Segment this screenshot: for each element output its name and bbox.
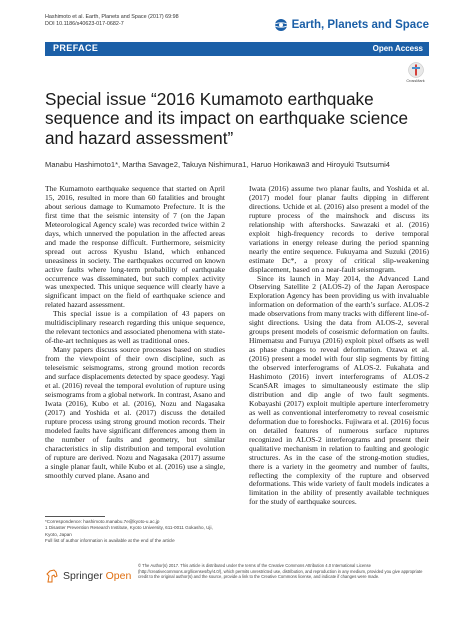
- paragraph: This special issue is a compilation of 43 papers on multidisciplinary research regarding this unique sequence, the relevant tectonics and associated phenomena with state-of-the-art techniques as well as traditional ones.: [45, 309, 226, 346]
- journal-name: Earth, Planets and Space: [291, 19, 429, 31]
- springer-open-logo[interactable]: [45, 568, 131, 584]
- author-list: Manabu Hashimoto1*, Martha Savage2, Takuya Nishimura1, Haruo Horikawa3 and Hiroyuki Tsutsumi4: [45, 160, 390, 169]
- paragraph: Iwata (2016) assume two planar faults, and Yoshida et al. (2017) model four planar faults dipping in different directions. Uchide et al. (2016) also present a model of the rupture process of the mainshock and discuss its relationship with aftershocks. Sawazaki et al. (2016) exploit high-frequency records to derive temporal variations in energy release during the period spanning nearly the entire sequence. Fukuyama and Suzuki (2016) estimate Dc*, a proxy of critical slip-weakening displacement, based on a near-fault seismogram.: [249, 184, 429, 274]
- right-column: [249, 185, 429, 507]
- doi-link[interactable]: DOI 10.1186/s40623-017-0682-7: [45, 21, 124, 27]
- crossmark-label: CrossMark: [406, 79, 425, 83]
- crossmark-icon: [408, 62, 424, 78]
- left-column: [45, 185, 225, 480]
- journal-citation: Hashimoto et al. Earth, Planets and Space (2017) 69:98: [45, 14, 179, 20]
- footnote-divider: [45, 516, 105, 517]
- open-access-label[interactable]: Open Access: [372, 43, 423, 53]
- footnotes: [45, 519, 225, 544]
- paragraph: The Kumamoto earthquake sequence that started on April 15, 2016, resulted in more than 60 fatalities and brought about serious damage to Kumamoto Prefecture. It is the first time that the seismic intensity of 7 (on the Japan Meteorological Agency scale) was recorded twice within 2 days, which unnerved the population in the affected areas and made the response difficult. Furthermore, seismicity spread out across Kyushu Island, which enhanced uneasiness in society. The earthquakes occurred on known active faults where long-term probability of earthquake occurrence was disseminated, but such complex activity was unexpected. This unique sequence will clearly have a significant impact on the field of earthquake science and related hazard assessment.: [45, 184, 225, 310]
- author-info-note: Full list of author information is available at the end of the article: [45, 537, 175, 543]
- paragraph: Since its launch in May 2014, the Advanced Land Observing Satellite 2 (ALOS-2) of the Japan Aerospace Exploration Agency has been providing us with invaluable information on deformation of the earth’s surface. ALOS-2 made observations from many tracks with different line-of-sight directions. Using the data from ALOS-2, several groups present models of coseismic deformation on faults. Himematsu and Furuya (2016) exploit pixel offsets as well as phase changes to reveal deformation. Ozawa et al. (2016) present a model with four slip segments by fitting the observed interferograms of ALOS-2. Fukahata and Hashimoto (2016) invert interferograms of ALOS-2 ScanSAR images to simultaneously estimate the slip distribution and dip angle of two fault segments. Kobayashi (2017) exploit multiple aperture interferometry as well as conventional interferometry to reveal coseismic deformation due to foreshocks. Fujiwara et al. (2016) focus on detailed features of numerous surface ruptures recognized in ALOS-2 interferograms and present their qualitative mechanism in relation to faulting and geologic structures. As in the case of the strong-motion studies, there is a variety in the geometry and number of faults, reflecting the complexity of the rupture and observed deformations. This wide variety of fault models indicates a limitation in the ability of presently available techniques for the study of earthquake sources.: [249, 273, 429, 507]
- publisher-name: [63, 570, 131, 582]
- correspondence-note[interactable]: *Correspondence: hashimoto.manabu.7e@kyoto-u.ac.jp: [45, 519, 160, 524]
- publisher-name-main: Springer: [63, 570, 103, 582]
- affiliation-note: 1 Disaster Prevention Research Institute, Kyoto University, 611-0011 Gokasho, Uji, Kyoto, Japan: [45, 525, 213, 537]
- crossmark-badge[interactable]: [402, 62, 429, 83]
- paragraph: Many papers discuss source processes based on studies from the viewpoint of their own discipline, such as teleseismic seismograms, strong ground motion records and surface displacements detected by space geodesy. Yagi et al. (2016) reveal the temporal evolution of rupture using seismograms from a global network. In contrast, Asano and Iwata (2016), Kubo et al. (2016), Nozu and Nagasaka (2017) and Yoshida et al. (2017) discuss the detailed rupture process using strong ground motion records. Their modeled faults have significant differences among them in the number of faults and geometry, but similar characteristics in slip distribution and temporal evolution of rupture are derived. Nozu and Nagasaka (2017) assume a single planar fault, while Kubo et al. (2016) use a single, smoothly curved plane. Asano and: [45, 345, 225, 480]
- publisher-name-open: Open: [105, 570, 132, 582]
- page-header: [45, 14, 429, 31]
- journal-brand[interactable]: [274, 18, 429, 32]
- article-title: Special issue “2016 Kumamoto earthquake sequence and its impact on earthquake science and hazard assessment”: [45, 89, 409, 148]
- license-statement: © The Author(s) 2017. This article is distributed under the terms of the Creative Commons Attribution 4.0 International License (http://creativecommons.org/licenses/by/4.0/), which permits unrestricted use, distribution, and reproduction in any medium, provided you give appropriate credit to the original author(s) and the source, provide a link to the Creative Commons license, and indicate if changes were made.: [138, 563, 423, 580]
- springer-horse-icon: [45, 568, 59, 584]
- earth-planets-logo-icon: [274, 18, 288, 32]
- article-type-band: [45, 42, 429, 56]
- article-type-label: PREFACE: [53, 43, 99, 53]
